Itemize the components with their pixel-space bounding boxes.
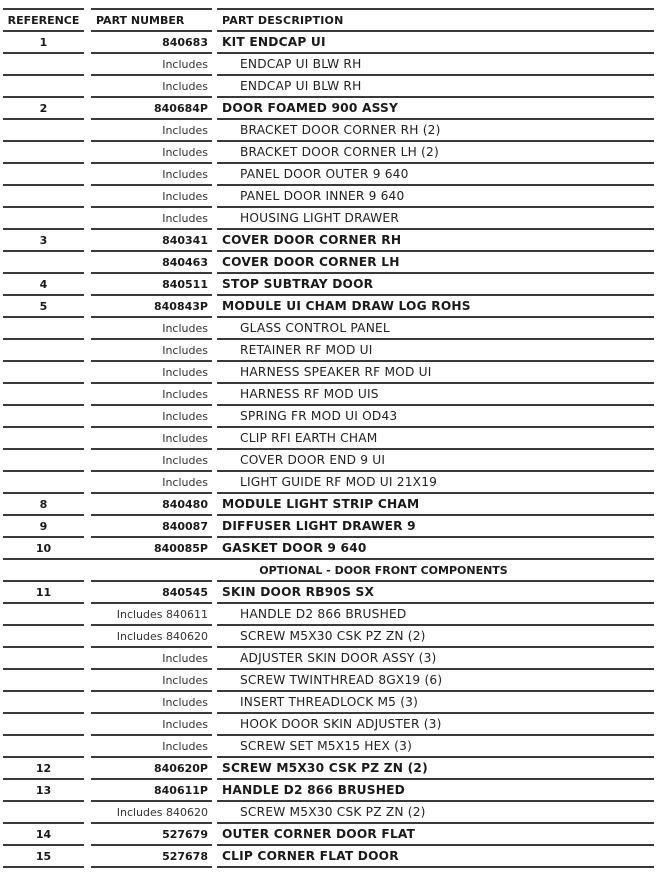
part-number-cell: 840611P — [91, 778, 212, 800]
part-description-cell: MODULE UI CHAM DRAW LOG ROHS — [217, 294, 654, 316]
bottom-rule-desc — [217, 866, 654, 868]
included-part-row — [0, 74, 666, 96]
reference-cell: 4 — [3, 272, 84, 294]
reference-cell: 3 — [3, 228, 84, 250]
reference-cell — [3, 602, 84, 624]
reference-cell — [3, 360, 84, 382]
part-number-cell: 840087 — [91, 514, 212, 536]
part-row — [0, 756, 666, 778]
reference-cell — [3, 734, 84, 756]
part-description-cell: ENDCAP UI BLW RH — [217, 52, 654, 74]
part-row — [0, 272, 666, 294]
part-number-cell: 840545 — [91, 580, 212, 602]
reference-cell: 15 — [3, 844, 84, 866]
part-row — [0, 228, 666, 250]
included-part-row — [0, 712, 666, 734]
reference-cell — [3, 646, 84, 668]
reference-cell — [3, 624, 84, 646]
part-description-cell: SCREW M5X30 CSK PZ ZN (2) — [217, 624, 654, 646]
part-row — [0, 96, 666, 118]
part-description-cell: HOUSING LIGHT DRAWER — [217, 206, 654, 228]
part-description-cell: SCREW TWINTHREAD 8GX19 (6) — [217, 668, 654, 690]
part-row — [0, 492, 666, 514]
included-part-row — [0, 800, 666, 822]
part-description-cell: KIT ENDCAP UI — [217, 30, 654, 52]
reference-cell — [3, 426, 84, 448]
part-number-cell: Includes — [91, 316, 212, 338]
reference-cell — [3, 800, 84, 822]
included-part-row — [0, 646, 666, 668]
part-row — [0, 294, 666, 316]
header-part-number: PART NUMBER — [91, 8, 212, 30]
reference-cell — [3, 448, 84, 470]
part-number-cell: Includes 840620 — [91, 624, 212, 646]
table-header-row — [0, 8, 666, 30]
part-description-cell: HARNESS SPEAKER RF MOD UI — [217, 360, 654, 382]
parts-table — [0, 8, 666, 888]
reference-cell — [3, 316, 84, 338]
reference-cell — [3, 338, 84, 360]
reference-cell: 12 — [3, 756, 84, 778]
part-number-cell: 527679 — [91, 822, 212, 844]
reference-cell — [3, 184, 84, 206]
included-part-row — [0, 52, 666, 74]
part-description-cell: SPRING FR MOD UI OD43 — [217, 404, 654, 426]
part-number-cell: Includes — [91, 404, 212, 426]
reference-cell — [3, 250, 84, 272]
header-part-description: PART DESCRIPTION — [217, 8, 654, 30]
table-body — [0, 30, 666, 866]
table-bottom-rule — [0, 866, 666, 888]
reference-cell: 13 — [3, 778, 84, 800]
part-description-cell: HOOK DOOR SKIN ADJUSTER (3) — [217, 712, 654, 734]
part-description-cell: SKIN DOOR RB90S SX — [217, 580, 654, 602]
reference-cell — [3, 470, 84, 492]
reference-cell — [3, 668, 84, 690]
reference-cell — [3, 382, 84, 404]
reference-cell: 9 — [3, 514, 84, 536]
section-title: OPTIONAL - DOOR FRONT COMPONENTS — [3, 558, 654, 580]
part-number-cell: 840843P — [91, 294, 212, 316]
part-row — [0, 778, 666, 800]
part-number-cell: Includes — [91, 712, 212, 734]
part-description-cell: GASKET DOOR 9 640 — [217, 536, 654, 558]
part-number-cell: Includes — [91, 470, 212, 492]
part-description-cell: RETAINER RF MOD UI — [217, 338, 654, 360]
reference-cell — [3, 74, 84, 96]
part-description-cell: SCREW M5X30 CSK PZ ZN (2) — [217, 800, 654, 822]
part-number-cell: Includes — [91, 382, 212, 404]
reference-cell — [3, 712, 84, 734]
bottom-rule-ref — [3, 866, 84, 868]
part-description-cell: CLIP RFI EARTH CHAM — [217, 426, 654, 448]
part-number-cell: Includes — [91, 690, 212, 712]
header-reference: REFERENCE — [3, 8, 84, 30]
part-description-cell: COVER DOOR CORNER LH — [217, 250, 654, 272]
part-number-cell: Includes 840611 — [91, 602, 212, 624]
reference-cell — [3, 52, 84, 74]
reference-cell: 2 — [3, 96, 84, 118]
part-description-cell: GLASS CONTROL PANEL — [217, 316, 654, 338]
part-number-cell: Includes — [91, 118, 212, 140]
part-number-cell: Includes — [91, 734, 212, 756]
part-number-cell: Includes 840620 — [91, 800, 212, 822]
reference-cell — [3, 118, 84, 140]
part-description-cell: MODULE LIGHT STRIP CHAM — [217, 492, 654, 514]
part-description-cell: STOP SUBTRAY DOOR — [217, 272, 654, 294]
part-number-cell: Includes — [91, 646, 212, 668]
included-part-row — [0, 734, 666, 756]
included-part-row — [0, 162, 666, 184]
part-number-cell: 840463 — [91, 250, 212, 272]
part-description-cell: SCREW M5X30 CSK PZ ZN (2) — [217, 756, 654, 778]
included-part-row — [0, 448, 666, 470]
part-number-cell: Includes — [91, 52, 212, 74]
reference-cell — [3, 140, 84, 162]
reference-cell: 5 — [3, 294, 84, 316]
reference-cell — [3, 690, 84, 712]
part-number-cell: Includes — [91, 206, 212, 228]
bottom-rule-part — [91, 866, 212, 868]
part-number-cell: Includes — [91, 74, 212, 96]
part-description-cell: LIGHT GUIDE RF MOD UI 21X19 — [217, 470, 654, 492]
part-number-cell: Includes — [91, 162, 212, 184]
section-header-row — [0, 558, 666, 580]
included-part-row — [0, 404, 666, 426]
included-part-row — [0, 118, 666, 140]
included-part-row — [0, 184, 666, 206]
part-number-cell: 840683 — [91, 30, 212, 52]
included-part-row — [0, 624, 666, 646]
part-row — [0, 514, 666, 536]
part-description-cell: HANDLE D2 866 BRUSHED — [217, 778, 654, 800]
part-number-cell: Includes — [91, 360, 212, 382]
part-description-cell: COVER DOOR END 9 UI — [217, 448, 654, 470]
included-part-row — [0, 690, 666, 712]
part-row — [0, 30, 666, 52]
reference-cell — [3, 162, 84, 184]
included-part-row — [0, 470, 666, 492]
part-number-cell: 840480 — [91, 492, 212, 514]
part-row — [0, 844, 666, 866]
part-number-cell: Includes — [91, 448, 212, 470]
included-part-row — [0, 602, 666, 624]
reference-cell: 14 — [3, 822, 84, 844]
part-description-cell: DIFFUSER LIGHT DRAWER 9 — [217, 514, 654, 536]
part-description-cell: ENDCAP UI BLW RH — [217, 74, 654, 96]
included-part-row — [0, 206, 666, 228]
part-number-cell: 840341 — [91, 228, 212, 250]
part-description-cell: OUTER CORNER DOOR FLAT — [217, 822, 654, 844]
part-number-cell: 840511 — [91, 272, 212, 294]
part-row — [0, 580, 666, 602]
part-number-cell: Includes — [91, 338, 212, 360]
reference-cell: 10 — [3, 536, 84, 558]
part-description-cell: DOOR FOAMED 900 ASSY — [217, 96, 654, 118]
part-description-cell: COVER DOOR CORNER RH — [217, 228, 654, 250]
part-description-cell: SCREW SET M5X15 HEX (3) — [217, 734, 654, 756]
part-description-cell: HANDLE D2 866 BRUSHED — [217, 602, 654, 624]
included-part-row — [0, 338, 666, 360]
part-number-cell: Includes — [91, 184, 212, 206]
included-part-row — [0, 382, 666, 404]
part-description-cell: BRACKET DOOR CORNER LH (2) — [217, 140, 654, 162]
part-description-cell: CLIP CORNER FLAT DOOR — [217, 844, 654, 866]
part-row — [0, 536, 666, 558]
reference-cell: 1 — [3, 30, 84, 52]
included-part-row — [0, 316, 666, 338]
part-description-cell: INSERT THREADLOCK M5 (3) — [217, 690, 654, 712]
reference-cell: 11 — [3, 580, 84, 602]
included-part-row — [0, 426, 666, 448]
part-row — [0, 250, 666, 272]
included-part-row — [0, 140, 666, 162]
part-row — [0, 822, 666, 844]
part-description-cell: PANEL DOOR INNER 9 640 — [217, 184, 654, 206]
part-number-cell: Includes — [91, 426, 212, 448]
reference-cell: 8 — [3, 492, 84, 514]
part-number-cell: Includes — [91, 668, 212, 690]
part-number-cell: 840085P — [91, 536, 212, 558]
part-description-cell: PANEL DOOR OUTER 9 640 — [217, 162, 654, 184]
part-description-cell: ADJUSTER SKIN DOOR ASSY (3) — [217, 646, 654, 668]
part-number-cell: 527678 — [91, 844, 212, 866]
reference-cell — [3, 206, 84, 228]
part-number-cell: 840620P — [91, 756, 212, 778]
reference-cell — [3, 404, 84, 426]
part-number-cell: 840684P — [91, 96, 212, 118]
part-description-cell: BRACKET DOOR CORNER RH (2) — [217, 118, 654, 140]
included-part-row — [0, 360, 666, 382]
included-part-row — [0, 668, 666, 690]
part-number-cell: Includes — [91, 140, 212, 162]
part-description-cell: HARNESS RF MOD UIS — [217, 382, 654, 404]
